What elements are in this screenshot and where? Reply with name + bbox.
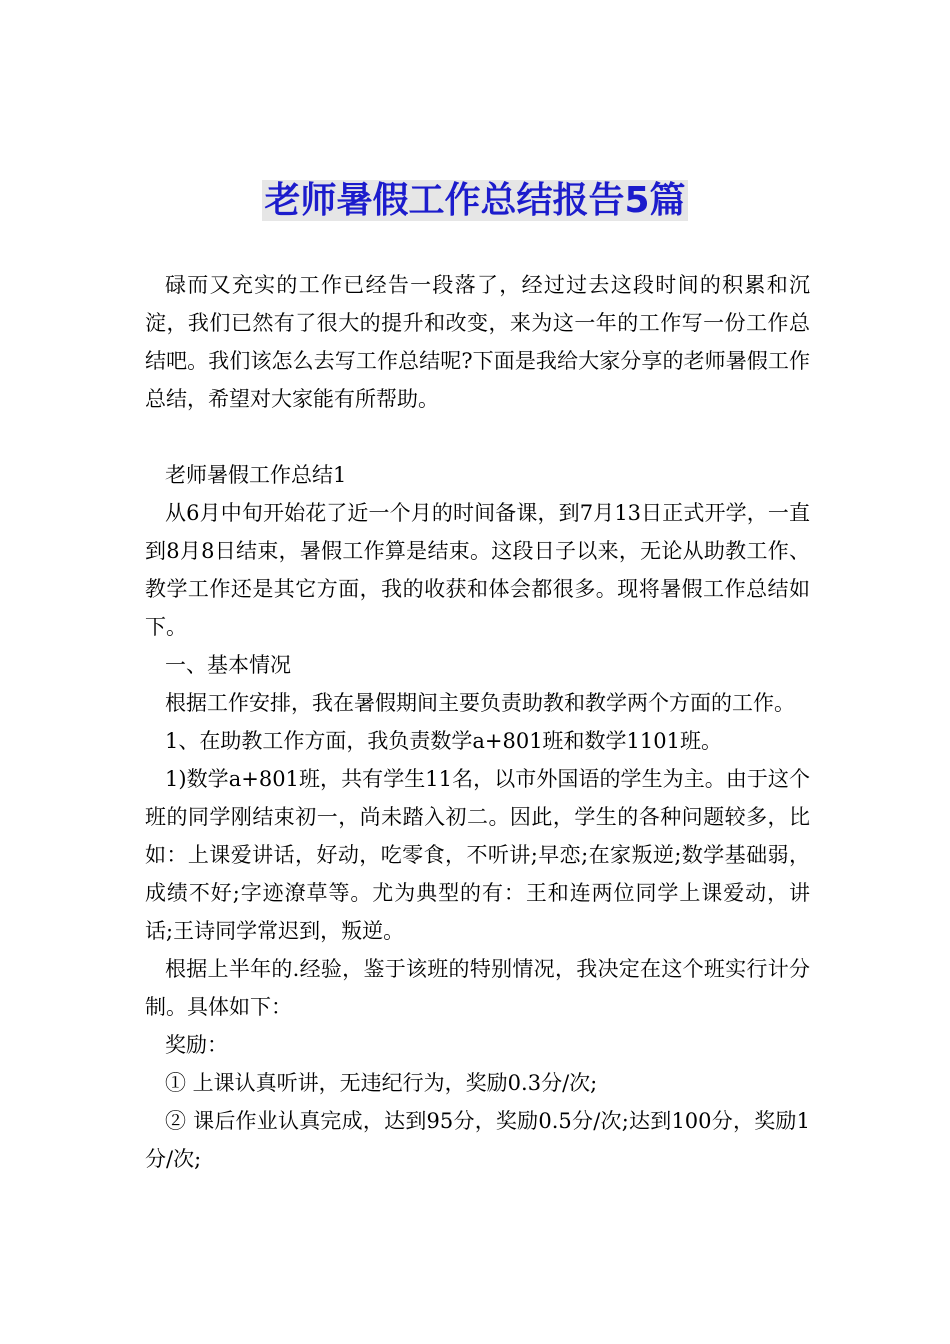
body-paragraph: 根据上半年的.经验，鉴于该班的特别情况，我决定在这个班实行计分制。具体如下： <box>145 957 810 1019</box>
list-heading: 奖励： <box>165 1033 228 1057</box>
document-body <box>145 266 810 1178</box>
paragraph-gap <box>145 418 810 456</box>
body-paragraph: 1)数学a+801班，共有学生11名，以市外国语的学生为主。由于这个班的同学刚结束初一，尚未踏入初二。因此，学生的各种问题较多，比如：上课爱讲话，好动，吃零食，不听讲;早恋;在家叛逆;数学基础弱，成绩不好;字迹潦草等。尤为典型的有：王和连两位同学上课爱动，讲话;王诗同学常迟到，叛逆。 <box>145 767 810 943</box>
section-heading: 老师暑假工作总结1 <box>165 463 347 487</box>
document-title-text: 老师暑假工作总结报告5篇 <box>264 180 686 221</box>
list-item: ① 上课认真听讲，无违纪行为，奖励0.3分/次; <box>165 1071 598 1095</box>
subsection-heading: 一、基本情况 <box>165 653 291 677</box>
body-paragraph: 根据工作安排，我在暑假期间主要负责助教和教学两个方面的工作。 <box>165 691 795 715</box>
body-paragraph: 1、在助教工作方面，我负责数学a+801班和数学1101班。 <box>165 729 723 753</box>
body-paragraph: 从6月中旬开始花了近一个月的时间备课，到7月13日正式开学，一直到8月8日结束，暑假工作算是结束。这段日子以来，无论从助教工作、教学工作还是其它方面，我的收获和体会都很多。现将暑假工作总结如下。 <box>145 501 810 639</box>
document-title <box>0 176 950 226</box>
list-item: ② 课后作业认真完成，达到95分，奖励0.5分/次;达到100分，奖励1分/次; <box>145 1109 810 1171</box>
intro-paragraph: 碌而又充实的工作已经告一段落了，经过过去这段时间的积累和沉淀，我们已然有了很大的提升和改变，来为这一年的工作写一份工作总结吧。我们该怎么去写工作总结呢?下面是我给大家分享的老师暑假工作总结，希望对大家能有所帮助。 <box>145 273 810 411</box>
